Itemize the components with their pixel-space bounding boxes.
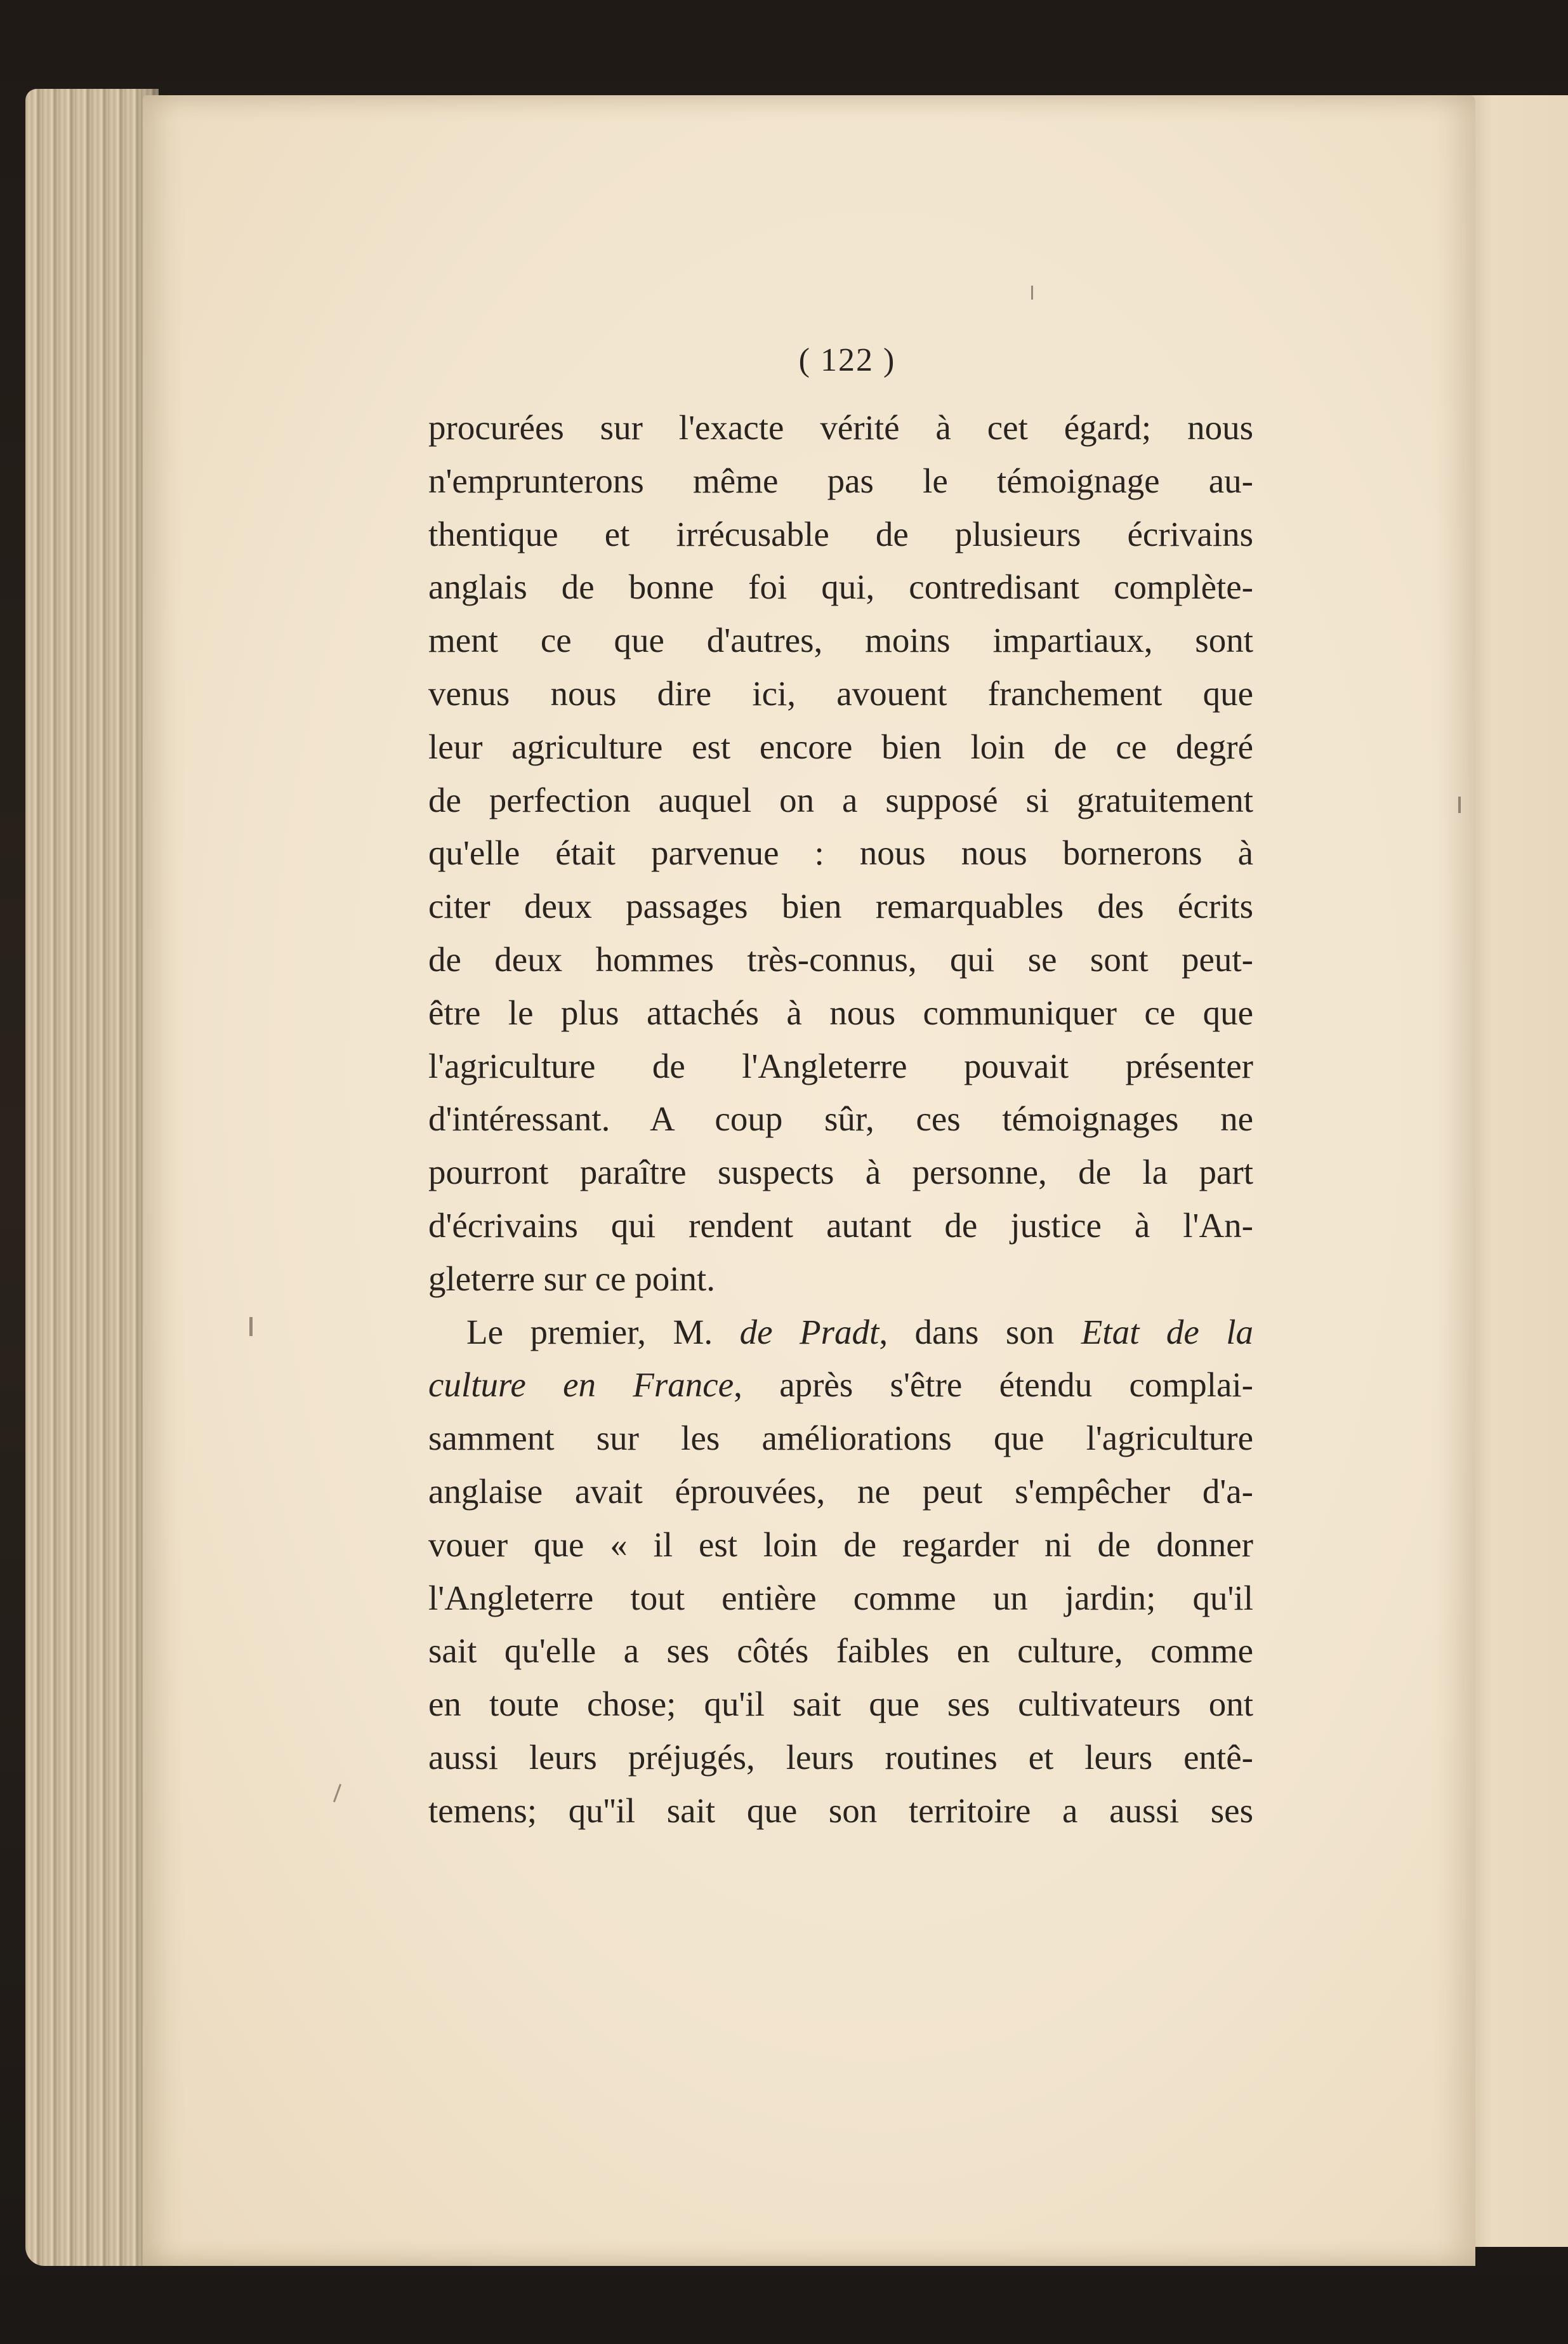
text-line xyxy=(428,1306,1253,1359)
text-line xyxy=(428,1572,1253,1625)
text-run: leur agriculture est encore bien loin de ce degré xyxy=(428,727,1253,766)
text-line xyxy=(428,401,1253,454)
text-line xyxy=(428,1678,1253,1731)
text-line xyxy=(428,508,1253,561)
text-line xyxy=(428,1358,1253,1412)
text-run: samment sur les améliorations que l'agriculture xyxy=(428,1419,1253,1458)
text-line xyxy=(428,1731,1253,1784)
text-run: Le premier, M. xyxy=(466,1312,740,1351)
italic-text: de Pradt xyxy=(739,1312,880,1351)
text-run: citer deux passages bien remarquables des écrits xyxy=(428,887,1253,926)
text-line xyxy=(428,1252,1253,1306)
text-run: venus nous dire ici, avouent franchement que xyxy=(428,673,1253,713)
text-run: ment ce que d'autres, moins impartiaux, sont xyxy=(428,621,1253,660)
text-line xyxy=(428,774,1253,827)
margin-mark xyxy=(1031,286,1033,300)
text-line xyxy=(428,1199,1253,1252)
text-line xyxy=(428,1146,1253,1199)
text-run: l'Angleterre tout entière comme un jardin; qu'il xyxy=(428,1578,1253,1617)
text-run: sait qu'elle a ses côtés faibles en culture, comme xyxy=(428,1631,1253,1671)
page-block-edge xyxy=(25,89,159,2266)
italic-text: culture en France xyxy=(428,1365,734,1405)
text-run: , après s'être étendu complai- xyxy=(734,1365,1253,1405)
text-run: qu'elle était parvenue : nous nous bornerons à xyxy=(428,833,1253,873)
text-line xyxy=(428,1518,1253,1572)
text-run: gleterre sur ce point. xyxy=(428,1259,716,1298)
text-line xyxy=(428,1624,1253,1678)
text-run: n'emprunterons même pas le témoignage au- xyxy=(428,461,1253,500)
text-run: l'agriculture de l'Angleterre pouvait présenter xyxy=(428,1046,1253,1085)
text-line xyxy=(428,454,1253,508)
text-run: pourront paraître suspects à personne, de la part xyxy=(428,1153,1253,1192)
text-line xyxy=(428,826,1253,880)
text-run: d'écrivains qui rendent autant de justice à l'An- xyxy=(428,1205,1253,1245)
text-line xyxy=(428,1040,1253,1093)
text-line xyxy=(428,933,1253,986)
body-text xyxy=(428,401,1253,1837)
text-run: temens; qu''il sait que son territoire a aussi ses xyxy=(428,1791,1253,1830)
text-line xyxy=(428,1465,1253,1518)
margin-mark xyxy=(1458,797,1461,813)
text-run: anglais de bonne foi qui, contredisant complète- xyxy=(428,567,1253,607)
text-run: être le plus attachés à nous communiquer ce que xyxy=(428,993,1253,1032)
text-run: procurées sur l'exacte vérité à cet égard; nous xyxy=(428,408,1253,447)
text-run: d'intéressant. A coup sûr, ces témoignages ne xyxy=(428,1099,1253,1139)
text-run: thentique et irrécusable de plusieurs écrivains xyxy=(428,514,1253,553)
text-line xyxy=(428,1412,1253,1465)
text-run: de perfection auquel on a supposé si gratuitement xyxy=(428,780,1253,819)
text-run: anglaise avait éprouvées, ne peut s'empêcher d'a- xyxy=(428,1471,1253,1511)
text-line xyxy=(428,1784,1253,1837)
text-line xyxy=(428,880,1253,933)
page-number: ( 122 ) xyxy=(798,342,896,378)
margin-mark xyxy=(249,1317,253,1336)
text-run: , dans son xyxy=(879,1312,1081,1351)
text-run: de deux hommes très-connus, qui se sont peut- xyxy=(428,939,1253,979)
text-line xyxy=(428,667,1253,720)
text-line xyxy=(428,986,1253,1040)
text-line xyxy=(428,614,1253,667)
text-line xyxy=(428,560,1253,614)
text-run: vouer que « il est loin de regarder ni de donner xyxy=(428,1525,1253,1564)
text-line xyxy=(428,720,1253,774)
text-line xyxy=(428,1092,1253,1146)
italic-text: Etat de la xyxy=(1081,1312,1253,1351)
text-run: en toute chose; qu'il sait que ses cultivateurs ont xyxy=(428,1685,1253,1724)
text-run: aussi leurs préjugés, leurs routines et leurs entê- xyxy=(428,1737,1253,1777)
